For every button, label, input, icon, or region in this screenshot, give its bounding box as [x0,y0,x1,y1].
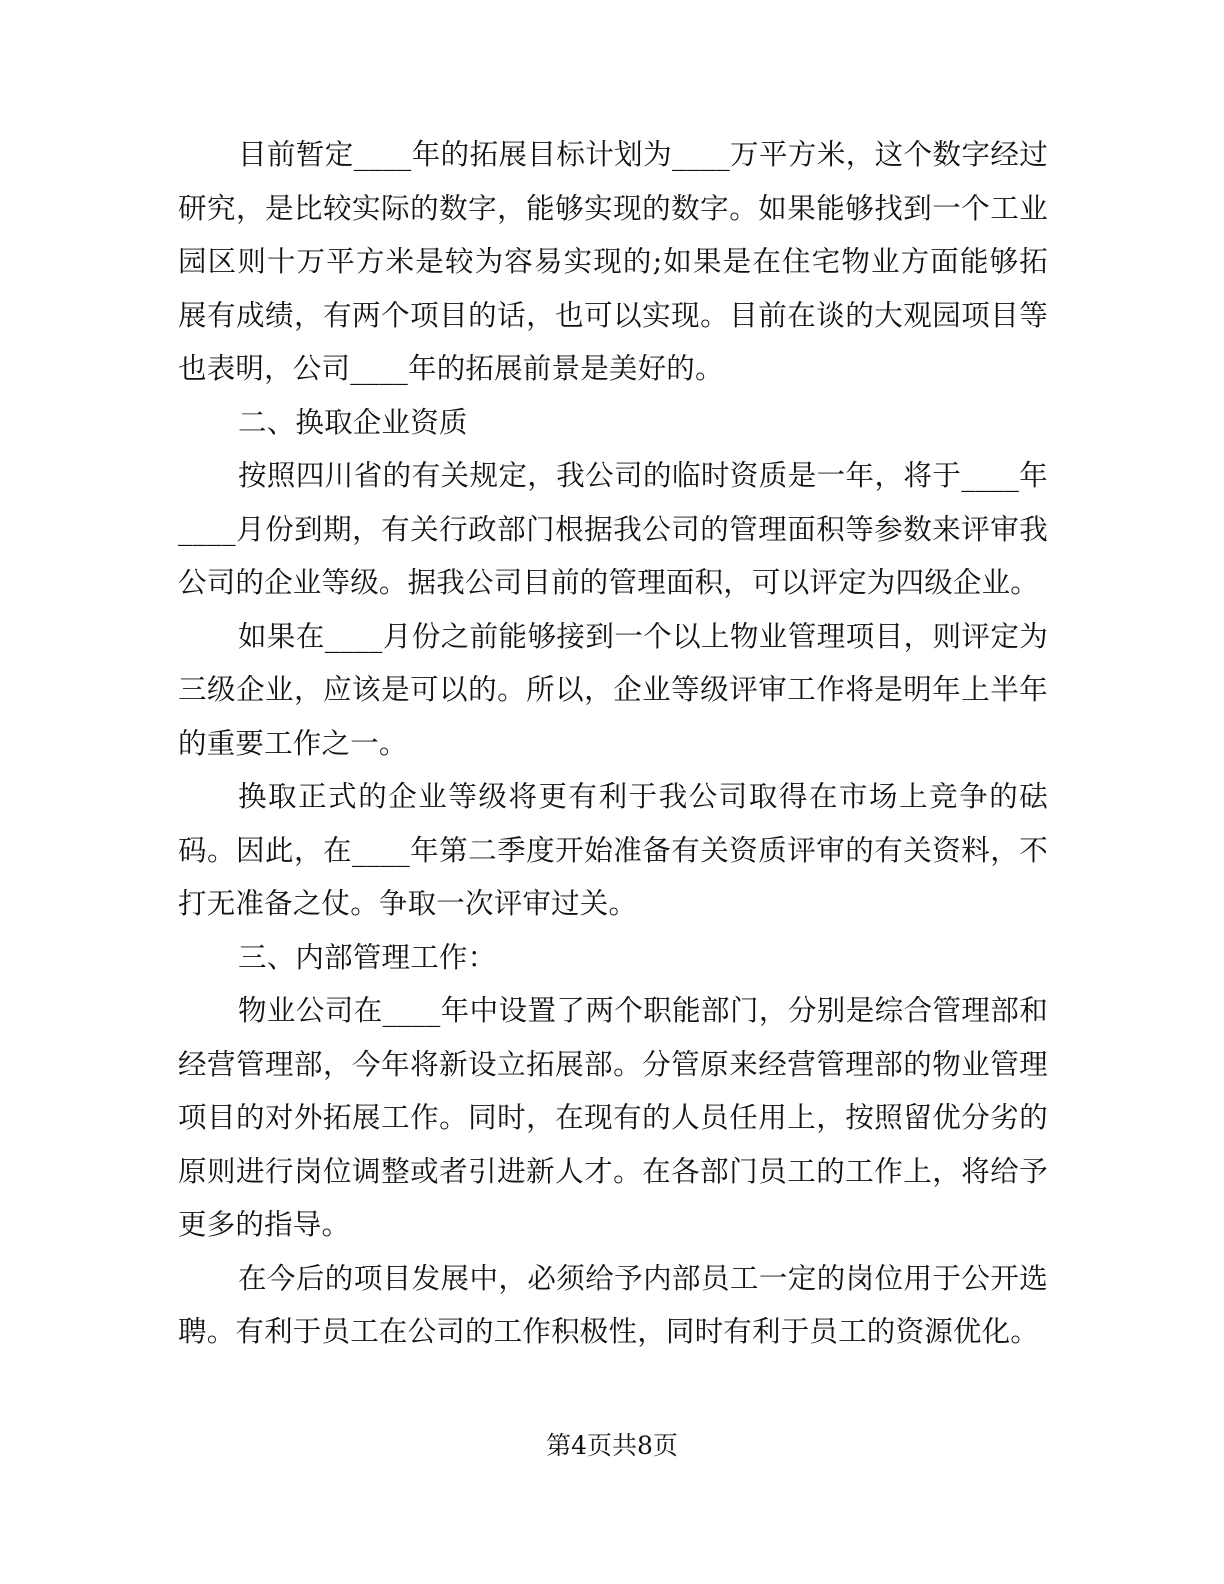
paragraph-formal-grade: 换取正式的企业等级将更有利于我公司取得在市场上竞争的砝码。因此，在____年第二季度开始准备有关资质评审的有关资料，不打无准备之仗。争取一次评审过关。 [178,780,1048,920]
document-body [178,128,1048,1359]
section-heading-qualification: 二、换取企业资质 [238,405,468,439]
paragraph-departments: 物业公司在____年中设置了两个职能部门，分别是综合管理部和经营管理部，今年将新设立拓展部。分管原来经营管理部的物业管理项目的对外拓展工作。同时，在现有的人员任用上，按照留优分劣的原则进行岗位调整或者引进新人才。在各部门员工的工作上，将给予更多的指导。 [178,994,1048,1241]
section-heading-internal-management: 三、内部管理工作： [238,940,497,974]
paragraph-open-recruitment: 在今后的项目发展中，必须给予内部员工一定的岗位用于公开选聘。有利于员工在公司的工作积极性，同时有利于员工的资源优化。 [178,1261,1048,1348]
paragraph-temporary-qualification: 按照四川省的有关规定，我公司的临时资质是一年，将于____年____月份到期，有关行政部门根据我公司的管理面积等参数来评审我公司的企业等级。据我公司目前的管理面积，可以评定为四级企业。 [178,459,1048,599]
paragraph-grade-evaluation: 如果在____月份之前能够接到一个以上物业管理项目，则评定为三级企业，应该是可以的。所以，企业等级评审工作将是明年上半年的重要工作之一。 [178,619,1048,760]
paragraph-expansion-target: 目前暂定____年的拓展目标计划为____万平方米，这个数字经过研究，是比较实际的数字，能够实现的数字。如果能够找到一个工业园区则十万平方米是较为容易实现的;如果是在住宅物业方面能够拓展有成绩，有两个项目的话，也可以实现。目前在谈的大观园项目等也表明，公司____年的拓展前景是美好的。 [178,138,1048,385]
page-number-footer: 第4页共8页 [546,1431,678,1460]
